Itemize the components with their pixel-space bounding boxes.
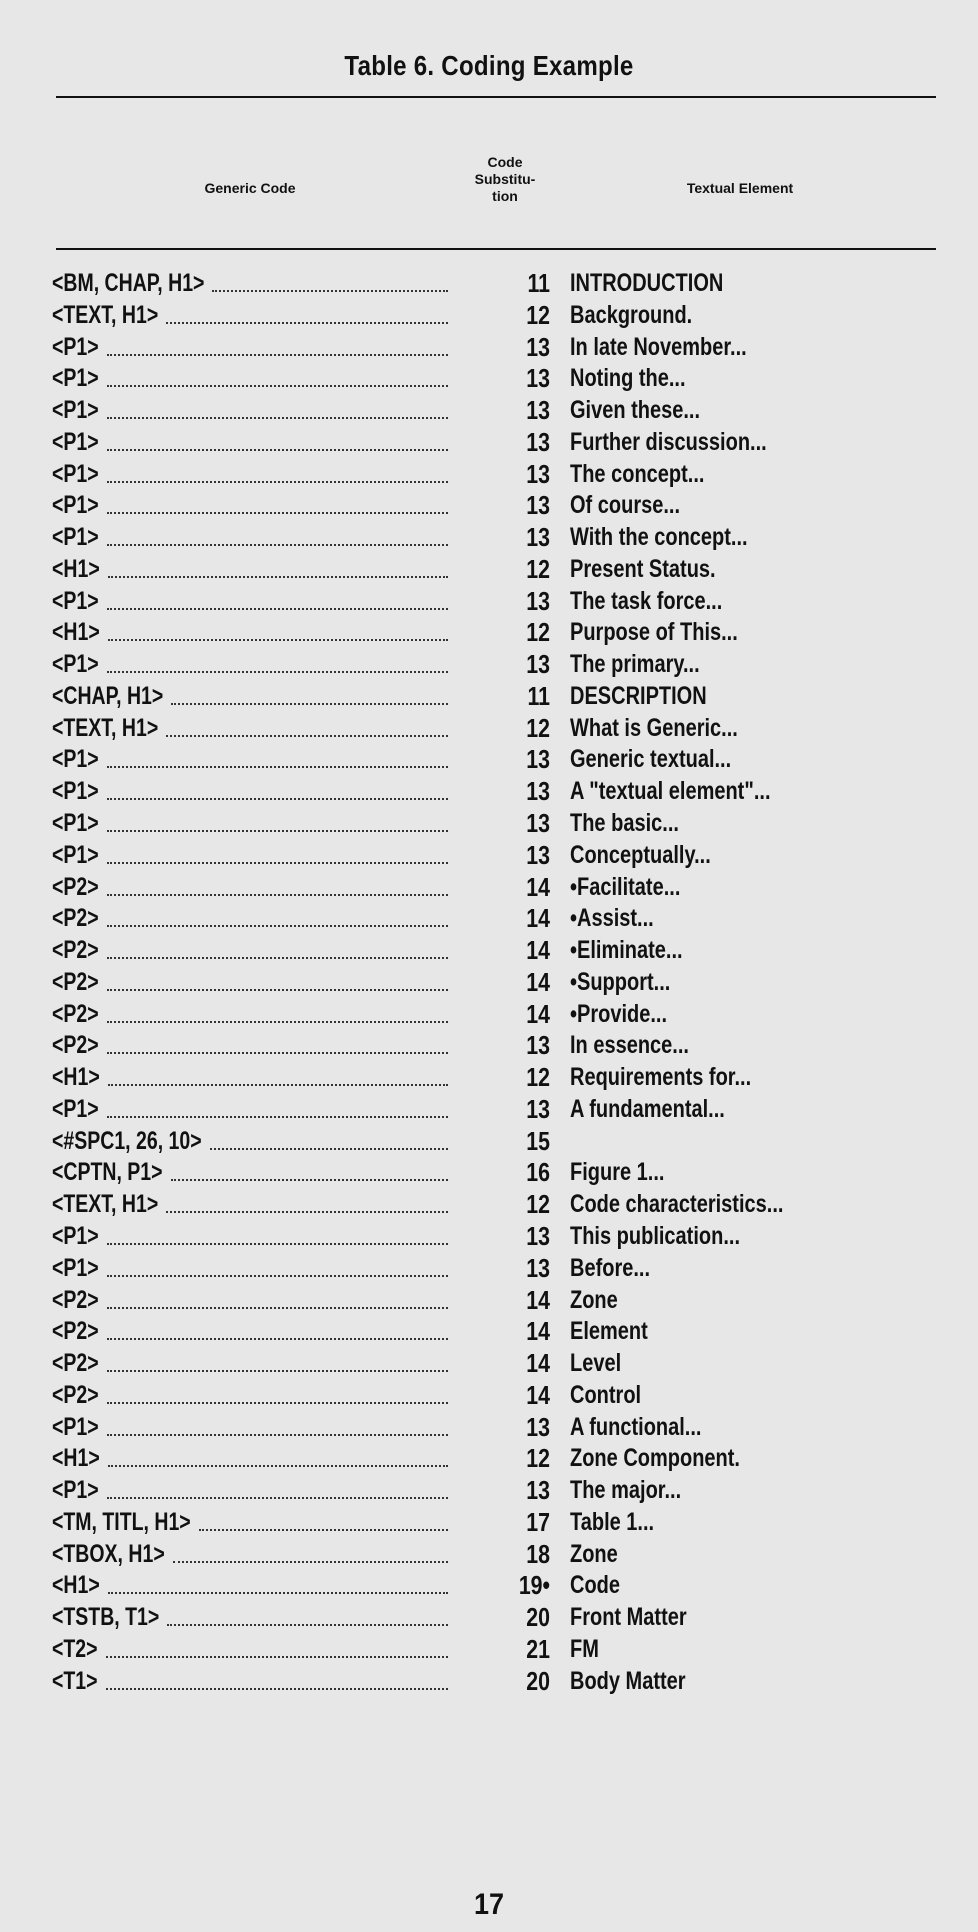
textual-element: Background.	[570, 300, 693, 329]
code-substitution: 13	[526, 426, 550, 457]
table-row	[0, 776, 978, 808]
generic-code: <P2>	[52, 872, 99, 901]
textual-element: INTRODUCTION	[570, 269, 724, 297]
textual-element: Purpose of This...	[570, 618, 738, 647]
table-row	[0, 1475, 978, 1507]
textual-element: Code	[570, 1571, 620, 1600]
leader-dots	[107, 354, 448, 356]
code-substitution: 14	[526, 1379, 550, 1410]
textual-element: This publication...	[570, 1221, 740, 1250]
leader-dots	[166, 1211, 448, 1213]
leader-dots	[173, 1561, 448, 1563]
generic-code: <P1>	[52, 650, 99, 679]
leader-dots	[107, 1052, 448, 1054]
code-substitution: 17	[526, 1506, 550, 1537]
generic-code: <H1>	[52, 554, 100, 583]
leader-dots	[107, 830, 448, 832]
leader-dots	[107, 449, 448, 451]
code-substitution: 13	[526, 1252, 550, 1283]
leader-dots	[166, 322, 448, 324]
code-substitution: 12	[526, 617, 550, 648]
table-row	[0, 586, 978, 618]
textual-element: The primary...	[570, 650, 700, 679]
leader-dots	[107, 671, 448, 673]
leader-dots	[107, 544, 448, 546]
textual-element: Noting the...	[570, 364, 686, 393]
generic-code: <P1>	[52, 491, 99, 520]
textual-element: Present Status.	[570, 554, 716, 583]
textual-element: Level	[570, 1349, 622, 1378]
textual-element: What is Generic...	[570, 713, 738, 742]
table-row	[0, 490, 978, 522]
code-substitution: 19•	[518, 1570, 550, 1601]
textual-element: A fundamental...	[570, 1094, 725, 1123]
code-substitution: 13	[526, 1093, 550, 1124]
leader-dots	[166, 735, 448, 737]
textual-element: In essence...	[570, 1031, 689, 1060]
header-generic-code: Generic Code	[204, 180, 296, 196]
code-substitution: 13	[526, 490, 550, 521]
textual-element: Further discussion...	[570, 427, 767, 456]
code-substitution: 14	[526, 1348, 550, 1379]
header-code-substitution	[460, 154, 550, 205]
table-row	[0, 1507, 978, 1539]
table-row	[0, 999, 978, 1031]
generic-code: <P1>	[52, 1221, 99, 1250]
generic-code: <P2>	[52, 1285, 99, 1314]
table-row	[0, 427, 978, 459]
generic-code: <TM, TITL, H1>	[52, 1507, 191, 1536]
table-row	[0, 268, 978, 300]
table-row	[0, 872, 978, 904]
generic-code: <P1>	[52, 427, 99, 456]
textual-element: Generic textual...	[570, 745, 732, 774]
textual-element: •Provide...	[570, 999, 668, 1028]
textual-element: A "textual element"...	[570, 777, 771, 806]
code-substitution: 16	[526, 1157, 550, 1188]
generic-code: <P2>	[52, 999, 99, 1028]
table-row	[0, 1570, 978, 1602]
leader-dots	[171, 703, 448, 705]
code-substitution: 12	[526, 1189, 550, 1220]
table-row	[0, 808, 978, 840]
code-substitution: 13	[526, 395, 550, 426]
code-substitution: 13	[526, 1220, 550, 1251]
textual-element: •Eliminate...	[570, 936, 683, 965]
leader-dots	[106, 1688, 448, 1690]
leader-dots	[107, 1275, 448, 1277]
table-row	[0, 395, 978, 427]
code-substitution: 14	[526, 903, 550, 934]
table-row	[0, 1348, 978, 1380]
table-row	[0, 1285, 978, 1317]
leader-dots	[107, 1307, 448, 1309]
textual-element: A functional...	[570, 1412, 702, 1441]
table-row	[0, 744, 978, 776]
code-substitution: 13	[526, 363, 550, 394]
textual-element: Before...	[570, 1253, 651, 1282]
textual-element: Of course...	[570, 491, 681, 520]
textual-element: With the concept...	[570, 523, 748, 552]
table-row	[0, 713, 978, 745]
table-row	[0, 1443, 978, 1475]
code-substitution: 13	[526, 458, 550, 489]
table-row	[0, 1062, 978, 1094]
textual-element: Front Matter	[570, 1603, 687, 1632]
leader-dots	[199, 1529, 448, 1531]
code-substitution: 14	[526, 1316, 550, 1347]
generic-code: <BM, CHAP, H1>	[52, 269, 205, 297]
textual-element: •Facilitate...	[570, 872, 681, 901]
textual-element: The major...	[570, 1476, 682, 1505]
textual-element: Control	[570, 1380, 642, 1409]
table-row	[0, 1316, 978, 1348]
leader-dots	[107, 798, 448, 800]
table-row	[0, 649, 978, 681]
generic-code: <#SPC1, 26, 10>	[52, 1126, 202, 1155]
table-row	[0, 300, 978, 332]
leader-dots	[107, 989, 448, 991]
generic-code: <CHAP, H1>	[52, 681, 164, 710]
leader-dots	[108, 576, 448, 578]
leader-dots	[107, 1116, 448, 1118]
table-row	[0, 1189, 978, 1221]
table-row	[0, 1666, 978, 1698]
generic-code: <P1>	[52, 1476, 99, 1505]
generic-code: <P1>	[52, 1253, 99, 1282]
header-code-substitution-text: Code Substitu- tion	[474, 154, 536, 204]
code-substitution: 12	[526, 1443, 550, 1474]
leader-dots	[107, 417, 448, 419]
generic-code: <TEXT, H1>	[52, 713, 159, 742]
generic-code: <P1>	[52, 1094, 99, 1123]
generic-code: <H1>	[52, 1571, 100, 1600]
leader-dots	[107, 957, 448, 959]
leader-dots	[107, 766, 448, 768]
code-substitution: 14	[526, 935, 550, 966]
table-row	[0, 1412, 978, 1444]
generic-code: <T1>	[52, 1666, 98, 1695]
leader-dots	[107, 1497, 448, 1499]
table-row	[0, 617, 978, 649]
table-row	[0, 681, 978, 713]
generic-code: <TSTB, T1>	[52, 1603, 160, 1632]
generic-code: <H1>	[52, 1444, 100, 1473]
leader-dots	[107, 1434, 448, 1436]
leader-dots	[171, 1179, 448, 1181]
code-substitution: 13	[526, 522, 550, 553]
leader-dots	[107, 1243, 448, 1245]
table-row	[0, 1380, 978, 1412]
textual-element: Conceptually...	[570, 840, 711, 869]
table-row	[0, 1126, 978, 1158]
table-row	[0, 1094, 978, 1126]
table-row	[0, 1634, 978, 1666]
table-row	[0, 935, 978, 967]
table-row	[0, 363, 978, 395]
textual-element: The concept...	[570, 459, 705, 488]
table-row	[0, 522, 978, 554]
generic-code: <P2>	[52, 1380, 99, 1409]
textual-element: Requirements for...	[570, 1063, 752, 1092]
leader-dots	[108, 1592, 448, 1594]
leader-dots	[210, 1148, 448, 1150]
textual-element: Given these...	[570, 396, 701, 425]
generic-code: <P1>	[52, 523, 99, 552]
code-substitution: 13	[526, 1475, 550, 1506]
leader-dots	[108, 1084, 448, 1086]
table-row	[0, 1539, 978, 1571]
leader-dots	[107, 1370, 448, 1372]
generic-code: <P1>	[52, 809, 99, 838]
generic-code: <H1>	[52, 618, 100, 647]
leader-dots	[108, 1465, 448, 1467]
code-substitution: 14	[526, 1284, 550, 1315]
generic-code: <P1>	[52, 364, 99, 393]
header-rule	[56, 248, 936, 250]
generic-code: <TEXT, H1>	[52, 300, 159, 329]
textual-element: The task force...	[570, 586, 723, 615]
generic-code: <P1>	[52, 459, 99, 488]
leader-dots	[107, 481, 448, 483]
table-title: Table 6. Coding Example	[344, 50, 634, 81]
leader-dots	[107, 608, 448, 610]
code-substitution: 15	[526, 1125, 550, 1156]
table-row	[0, 1253, 978, 1285]
top-rule	[56, 96, 936, 98]
table-row	[0, 1602, 978, 1634]
leader-dots	[107, 1021, 448, 1023]
textual-element: Zone Component.	[570, 1444, 740, 1473]
textual-element: The basic...	[570, 809, 679, 838]
table-row	[0, 332, 978, 364]
textual-element: FM	[570, 1634, 599, 1663]
code-substitution: 13	[526, 649, 550, 680]
leader-dots	[107, 512, 448, 514]
generic-code: <P2>	[52, 904, 99, 933]
leader-dots	[107, 1402, 448, 1404]
code-substitution: 14	[526, 871, 550, 902]
leader-dots	[167, 1624, 448, 1626]
code-substitution: 13	[526, 1411, 550, 1442]
code-substitution: 20	[526, 1602, 550, 1633]
generic-code: <P1>	[52, 396, 99, 425]
leader-dots	[107, 1338, 448, 1340]
table-row	[0, 554, 978, 586]
textual-element: Zone	[570, 1539, 618, 1568]
leader-dots	[106, 1656, 448, 1658]
leader-dots	[212, 290, 448, 292]
table-row	[0, 1030, 978, 1062]
generic-code: <TBOX, H1>	[52, 1539, 165, 1568]
code-substitution: 14	[526, 998, 550, 1029]
generic-code: <P1>	[52, 840, 99, 869]
code-substitution: 11	[527, 268, 550, 298]
generic-code: <P2>	[52, 1317, 99, 1346]
code-substitution: 13	[526, 585, 550, 616]
table-row	[0, 1221, 978, 1253]
generic-code: <P1>	[52, 586, 99, 615]
code-substitution: 13	[526, 331, 550, 362]
textual-element: •Support...	[570, 967, 671, 996]
code-substitution: 12	[526, 299, 550, 330]
table-body	[0, 268, 978, 1697]
code-substitution: 18	[526, 1538, 550, 1569]
generic-code: <P2>	[52, 1031, 99, 1060]
generic-code: <T2>	[52, 1634, 98, 1663]
code-substitution: 20	[526, 1665, 550, 1696]
code-substitution: 12	[526, 712, 550, 743]
table-row	[0, 967, 978, 999]
leader-dots	[108, 639, 448, 641]
leader-dots	[107, 385, 448, 387]
generic-code: <CPTN, P1>	[52, 1158, 163, 1187]
code-substitution: 13	[526, 744, 550, 775]
code-substitution: 11	[527, 680, 550, 711]
leader-dots	[107, 894, 448, 896]
generic-code: <P2>	[52, 1349, 99, 1378]
code-substitution: 13	[526, 776, 550, 807]
textual-element: Body Matter	[570, 1666, 686, 1695]
generic-code: <H1>	[52, 1063, 100, 1092]
textual-element: Code characteristics...	[570, 1190, 784, 1219]
code-substitution: 21	[526, 1633, 550, 1664]
generic-code: <P1>	[52, 777, 99, 806]
table-row	[0, 1157, 978, 1189]
generic-code: <P2>	[52, 967, 99, 996]
textual-element: Table 1...	[570, 1507, 655, 1536]
textual-element: •Assist...	[570, 904, 654, 933]
code-substitution: 13	[526, 808, 550, 839]
textual-element: DESCRIPTION	[570, 681, 707, 710]
code-substitution: 13	[526, 839, 550, 870]
table-row	[0, 840, 978, 872]
table-row	[0, 903, 978, 935]
generic-code: <TEXT, H1>	[52, 1190, 159, 1219]
leader-dots	[107, 862, 448, 864]
textual-element: Figure 1...	[570, 1158, 665, 1187]
generic-code: <P1>	[52, 332, 99, 361]
code-substitution: 12	[526, 1062, 550, 1093]
textual-element: In late November...	[570, 332, 747, 361]
generic-code: <P1>	[52, 745, 99, 774]
table-row	[0, 459, 978, 491]
code-substitution: 12	[526, 553, 550, 584]
code-substitution: 14	[526, 966, 550, 997]
generic-code: <P2>	[52, 936, 99, 965]
generic-code: <P1>	[52, 1412, 99, 1441]
leader-dots	[107, 925, 448, 927]
textual-element: Element	[570, 1317, 648, 1346]
page-number: 17	[473, 1888, 505, 1921]
header-textual-element: Textual Element	[686, 180, 794, 196]
code-substitution: 13	[526, 1030, 550, 1061]
textual-element: Zone	[570, 1285, 618, 1314]
